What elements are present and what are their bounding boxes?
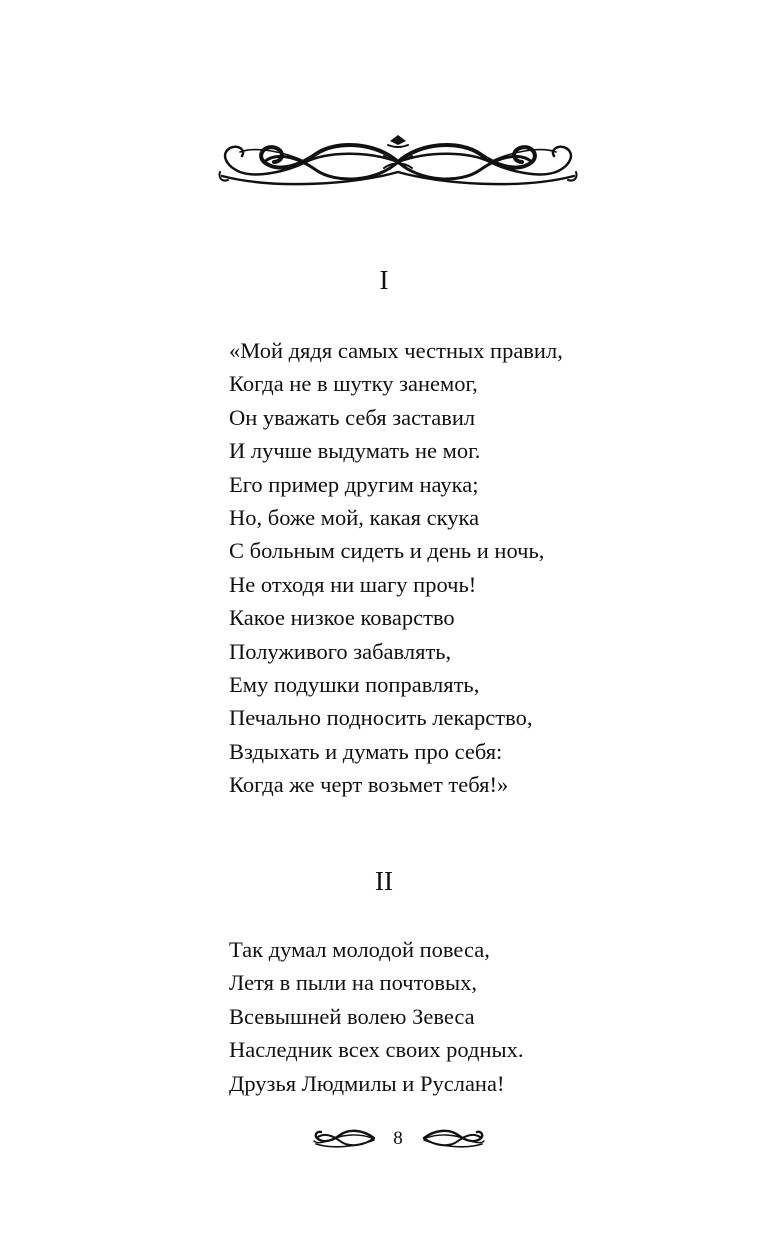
stanza-2 — [229, 933, 524, 1100]
verse-line: Не отходя ни шагу прочь! — [229, 571, 477, 597]
header-flourish-ornament — [216, 132, 580, 190]
verse-line: С больным сидеть и день и ночь, — [229, 538, 545, 564]
stanza-1 — [229, 334, 563, 802]
footer-flourish-left-ornament — [312, 1127, 378, 1149]
verse-line: «Мой дядя самых честных правил, — [229, 338, 563, 363]
verse-line: Но, боже мой, какая скука — [229, 505, 480, 531]
verse-line: Так думал молодой повеса, — [229, 937, 490, 962]
stanza-number: I — [379, 265, 389, 295]
verse-line: Печально подносить лекарство, — [229, 705, 533, 731]
verse-line: И лучше выдумать не мог. — [229, 438, 481, 464]
stanza-number: II — [375, 866, 393, 896]
verse-line: Ему подушки поправлять, — [229, 672, 480, 698]
verse-line: Всевышней волею Зевеса — [229, 1003, 475, 1029]
verse-line: Какое низкое коварство — [229, 605, 455, 631]
page-footer — [0, 1124, 768, 1152]
verse-line: Летя в пыли на почтовых, — [229, 970, 477, 996]
verse-line: Его пример другим наука; — [229, 471, 479, 497]
verse-line: Полуживого забавлять, — [229, 638, 452, 664]
verse-line: Вздыхать и думать про себя: — [229, 738, 503, 764]
verse-line: Он уважать себя заставил — [229, 404, 476, 430]
verse-line: Наследник всех своих родных. — [229, 1037, 524, 1063]
verse-line: Когда не в шутку занемог, — [229, 371, 478, 397]
verse-line: Друзья Людмилы и Руслана! — [229, 1070, 505, 1096]
footer-flourish-right-ornament — [420, 1127, 486, 1149]
verse-line: Когда же черт возьмет тебя!» — [229, 772, 509, 798]
page-number: 8 — [393, 1128, 403, 1149]
